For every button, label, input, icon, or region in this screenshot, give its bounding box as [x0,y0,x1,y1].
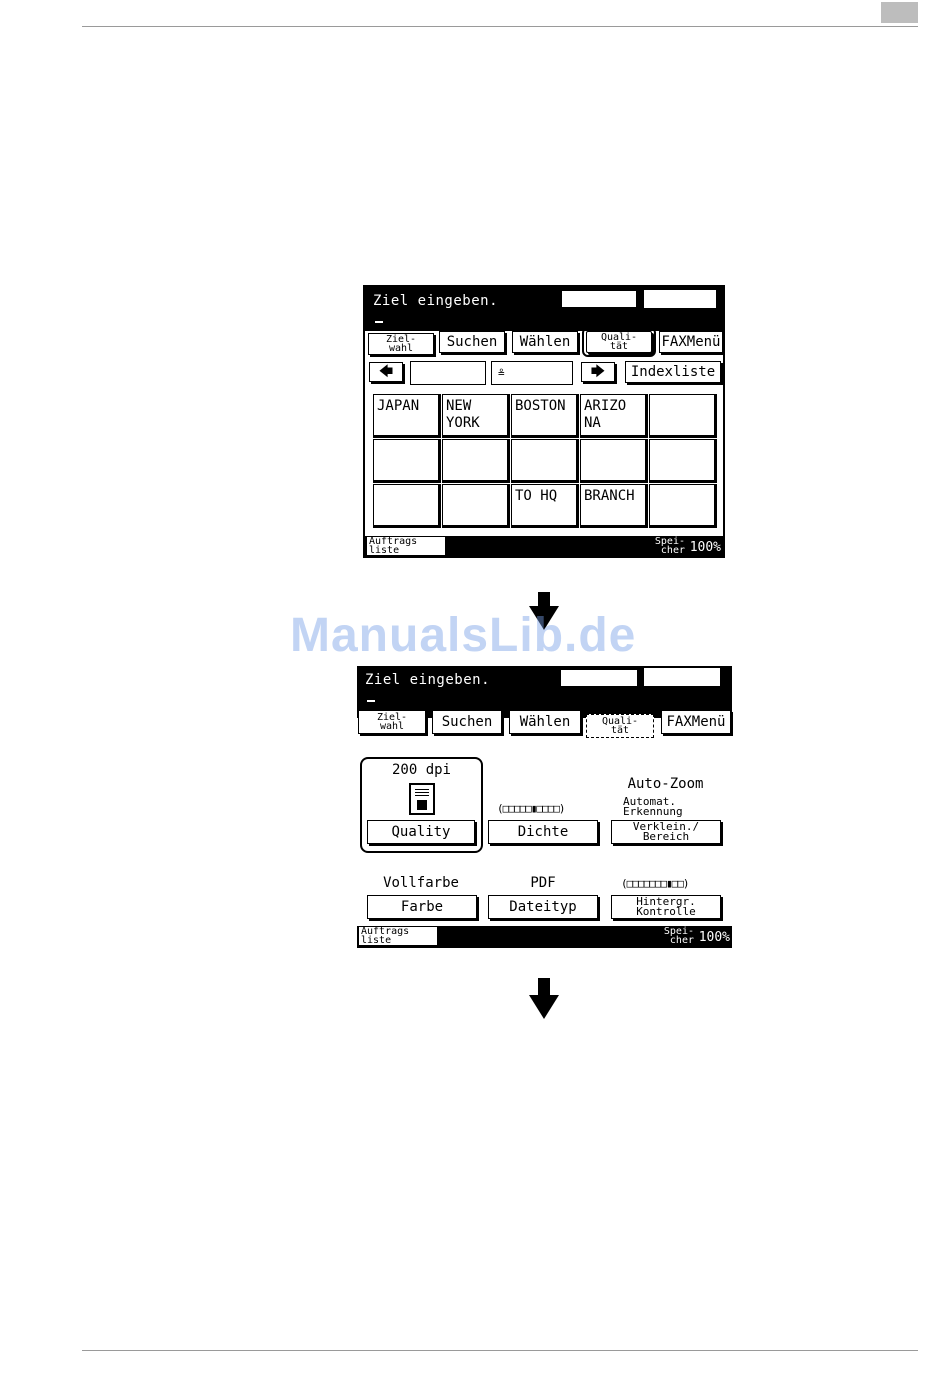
memory-label [655,537,685,555]
dest-key[interactable] [511,439,579,483]
zoom-mode [623,797,683,817]
dest-key[interactable]: BOSTON [511,394,579,438]
dest-key[interactable]: JAPAN [373,394,441,438]
dest-key[interactable] [442,484,510,528]
dest-key[interactable]: ARIZO NA [580,394,648,438]
resolution-value: 200 dpi [391,762,451,778]
memory-percent: 100% [689,540,721,555]
tab-zielwahl[interactable] [358,710,426,734]
color-value: Vollfarbe [383,875,459,891]
tab-qualitaet-label-2: tät [610,725,630,736]
zoom-area-label-2: Bereich [642,830,690,843]
kettenwahl-label-1: Ketten- [660,667,704,678]
kettenwahl-button[interactable] [643,667,721,687]
kettenwahl-label-2: wahl [667,298,693,309]
document-icon [409,783,435,815]
page-tab-marker [881,2,918,23]
dest-key[interactable]: NEW YORK [442,394,510,438]
auflegen-button[interactable]: Auflegen [561,290,637,308]
tab-zielwahl-label-1: Ziel- [385,334,417,345]
tab-suchen[interactable]: Suchen [432,710,502,734]
bottom-rule [82,1350,918,1351]
dest-key[interactable] [649,484,717,528]
density-button[interactable]: Dichte [488,820,598,844]
tab-qualitaet[interactable] [586,331,652,353]
fax-screen-quality [357,666,732,948]
background-control-button[interactable] [611,895,721,919]
tab-qualitaet[interactable] [586,714,654,738]
background-control-label-1: Hintergr. [636,895,696,908]
tab-suchen[interactable]: Suchen [439,331,505,353]
watermark: ManualsLib.de [290,609,637,662]
job-list-label-2: liste [361,935,392,946]
tab-zielwahl[interactable] [368,333,434,355]
memory-label-2: cher [660,545,685,556]
tab-faxmenu[interactable]: FAXMenü [661,710,731,734]
prompt-text: Ziel eingeben. [365,672,491,688]
kettenwahl-button[interactable] [643,289,717,309]
dest-key[interactable] [649,439,717,483]
tab-zielwahl-label-1: Ziel- [376,712,408,723]
screen-header [365,287,723,331]
tab-faxmenu[interactable]: FAXMenü [659,331,723,353]
tab-qualitaet-label-2: tät [609,341,629,352]
density-scale: (□□□□□▮□□□□) [497,802,565,815]
input-cursor [375,321,383,323]
fax-screen-destination [363,285,725,558]
tab-qualitaet-label-1: Quali- [600,332,638,343]
dest-key[interactable] [580,439,648,483]
tab-zielwahl-label-2: wahl [379,721,405,732]
scroll-right-button[interactable] [581,362,615,382]
auflegen-button[interactable]: Auflegen [560,669,638,687]
kettenwahl-label-1: Ketten- [658,289,702,300]
filetype-button[interactable]: Dateityp [488,895,598,919]
dest-key[interactable] [442,439,510,483]
color-button[interactable]: Farbe [367,895,477,919]
memory-percent: 100% [698,930,730,945]
status-bar [365,536,723,556]
scroll-left-button[interactable] [369,362,403,382]
job-list-button[interactable] [359,927,437,945]
index-list-button[interactable]: Indexliste [625,361,721,383]
status-bar [357,926,732,948]
dest-key[interactable]: TO HQ [511,484,579,528]
quality-button[interactable]: Quality [367,820,475,844]
arrow-left-icon: 🡄 [378,364,394,380]
background-scale: (□□□□□□□▮□□) [621,877,689,890]
tab-waehlen[interactable]: Wählen [512,331,578,353]
memory-label [664,927,694,945]
zoom-mode-label-2: Erkennung [623,805,683,818]
flow-arrow-stem [538,978,550,996]
tab-zielwahl-label-2: wahl [388,343,414,354]
zoom-title: Auto-Zoom [627,776,704,792]
job-list-button[interactable] [367,537,445,555]
top-rule [82,26,918,27]
tab-qualitaet-label-1: Quali- [601,716,639,727]
kettenwahl-label-2: wahl [669,676,695,687]
flow-arrow-icon [529,995,559,1019]
memory-label-2: cher [669,935,694,946]
index-field-left [410,361,486,385]
memory-label-1: Spei- [663,926,694,937]
job-list-label-1: Auftrags [369,536,418,547]
dest-key[interactable] [373,484,441,528]
memory-label-1: Spei- [654,536,685,547]
zoom-area-label-1: Verklein./ [632,820,700,833]
arrow-right-icon: 🡆 [590,364,606,380]
filetype-value: PDF [530,875,556,891]
index-field: ≗ [491,361,573,385]
dest-key[interactable] [373,439,441,483]
dest-key[interactable]: BRANCH [580,484,648,528]
tab-waehlen[interactable]: Wählen [509,710,581,734]
background-control-label-2: Kontrolle [636,905,696,918]
prompt-text: Ziel eingeben. [373,293,499,309]
input-cursor [367,700,375,702]
dest-key[interactable] [649,394,717,438]
zoom-mode-label-1: Automat. [623,795,676,808]
zoom-area-button[interactable] [611,820,721,844]
job-list-label-2: liste [369,545,400,556]
job-list-label-1: Auftrags [361,926,410,937]
